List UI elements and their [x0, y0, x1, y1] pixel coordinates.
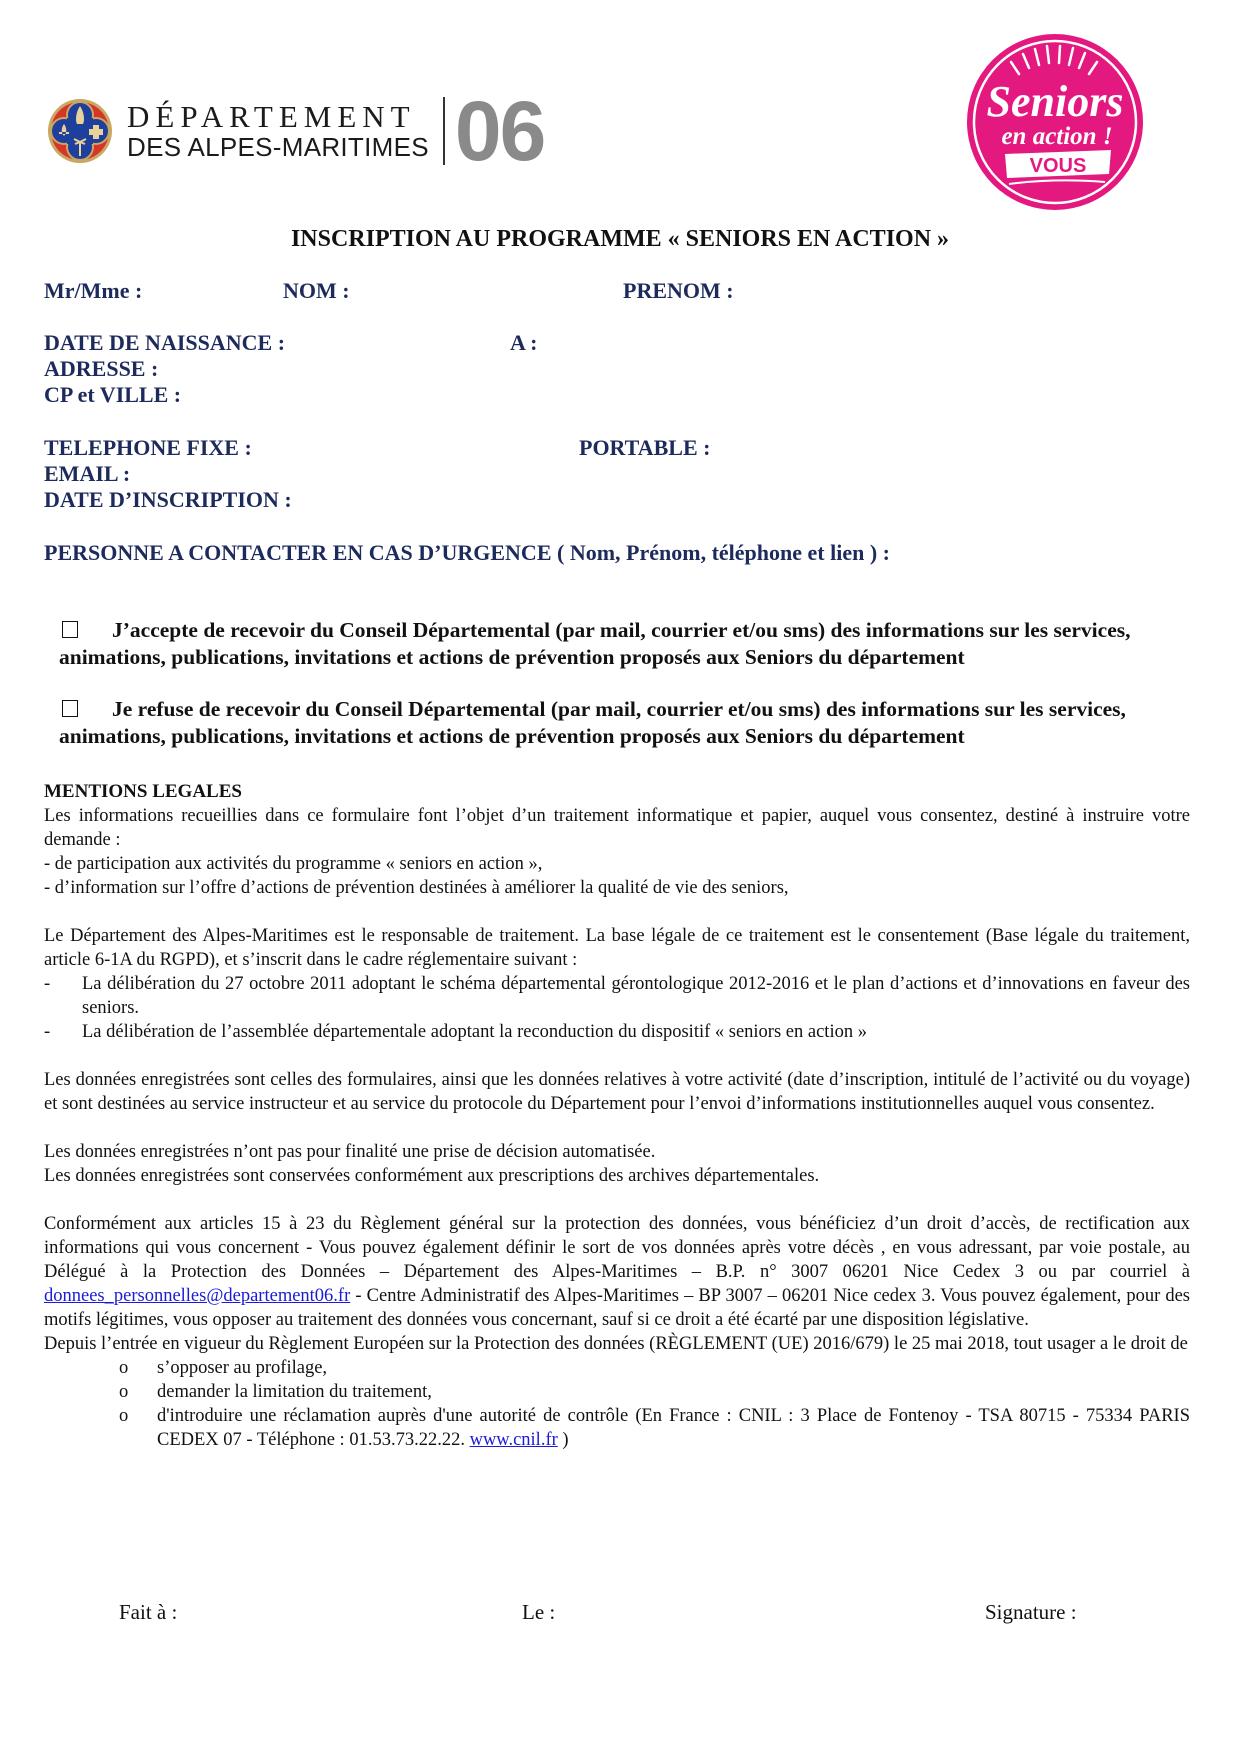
legal-donnees: Les données enregistrées sont celles des formulaires, ainsi que les données relatives à votre activité (date d’inscription, intitulé de l’activité ou du voyage) et sont destinées au service instructeur et au service du protocole du Département pour l’envoi d’informations institutionnelles auquel vous consentez.	[44, 1070, 1190, 1114]
signature-label: Signature :	[985, 1600, 1077, 1624]
seniors-logo-badge: VOUS	[1029, 155, 1087, 177]
seniors-logo-subtitle: en action !	[1001, 123, 1113, 150]
deliberation-item	[44, 1020, 1190, 1044]
cp-ville-label: CP et VILLE :	[44, 382, 182, 407]
legal-purpose: - d’information sur l’offre d’actions de prévention destinées à améliorer la qualité de vie des seniors,	[44, 878, 789, 898]
departement-name-line1: DÉPARTEMENT	[127, 98, 416, 134]
seniors-logo-word: Seniors	[986, 77, 1124, 126]
accept-checkbox[interactable]	[62, 621, 78, 638]
email-label: EMAIL :	[44, 461, 131, 486]
circle-bullet: o	[119, 1382, 129, 1402]
cnil-text: d'introduire une réclamation auprès d'une autorité de contrôle (En France : CNIL : 3 Place de Fontenoy - TSA 80715 - 75334 PARIS CEDEX 07 - Téléphone : 01.53.73.22.22.	[157, 1406, 1190, 1450]
legal-rights-text: Conformément aux articles 15 à 23 du Règlement général sur la protection des données, vous bénéficiez d’un droit d’accès, de rectification aux informations qui vous concernent - Vous pouvez également définir le sort de vos données après votre décès , en vous adressant, par voie postale, au Délégué à la Protection des Données – Département des Alpes-Maritimes – B.P. n° 3007 06201 Nice Cedex 3 ou par courriel à	[44, 1214, 1190, 1282]
date-label: Le :	[522, 1600, 556, 1624]
right-text: demander la limitation du traitement,	[157, 1382, 432, 1402]
prenom-label: PRENOM :	[623, 278, 734, 303]
right-item	[44, 1356, 1190, 1380]
deliberation-text: La délibération de l’assemblée départementale adoptant la reconduction du dispositif « seniors en action »	[82, 1022, 867, 1042]
dash-bullet: -	[44, 974, 51, 994]
legal-intro: Les informations recueillies dans ce formulaire font l’objet d’un traitement informatique et papier, auquel vous consentez, destiné à instruire votre demande :	[44, 806, 1190, 850]
consent-refuse	[59, 696, 1139, 750]
date-naissance-label: DATE DE NAISSANCE :	[44, 330, 286, 355]
cnil-link[interactable]: www.cnil.fr	[469, 1430, 558, 1450]
right-item	[44, 1404, 1190, 1452]
fait-a-label: Fait à :	[119, 1600, 178, 1624]
legal-purpose: - de participation aux activités du programme « seniors en action »,	[44, 854, 543, 874]
legal-conservation: Les données enregistrées sont conservées conformément aux prescriptions des archives départementales.	[44, 1166, 820, 1186]
deliberation-item	[44, 972, 1190, 1020]
departement-number: 06	[454, 84, 545, 178]
legal-rgpd: Depuis l’entrée en vigueur du Règlement Européen sur la Protection des données (RÈGLEMENT (UE) 2016/679) le 25 mai 2018, tout usager a le droit de	[44, 1334, 1188, 1354]
telephone-fixe-label: TELEPHONE FIXE :	[44, 435, 252, 460]
legal-rights	[44, 1212, 1190, 1332]
legal-decision: Les données enregistrées n’ont pas pour finalité une prise de décision automatisée.	[44, 1142, 656, 1162]
date-inscription-label: DATE D’INSCRIPTION :	[44, 487, 292, 512]
cnil-close: )	[557, 1430, 569, 1450]
page-title: INSCRIPTION AU PROGRAMME « SENIORS EN ACTION »	[290, 226, 950, 252]
deliberation-text: La délibération du 27 octobre 2011 adoptant le schéma départemental gérontologique 2012-2016 et le plan d’actions et d’innovations en faveur des seniors.	[82, 974, 1190, 1018]
portable-label: PORTABLE :	[579, 435, 711, 460]
circle-bullet: o	[119, 1358, 129, 1378]
adresse-label: ADRESSE :	[44, 356, 159, 381]
legal-heading: MENTIONS LEGALES	[44, 781, 242, 802]
civility-label: Mr/Mme :	[44, 278, 143, 303]
consent-refuse-text: Je refuse de recevoir du Conseil Départemental (par mail, courrier et/ou sms) des informations sur les services, animations, publications, invitations et actions de prévention proposés aux Seniors du département	[59, 697, 1126, 748]
right-text: s’opposer au profilage,	[157, 1358, 328, 1378]
lieu-naissance-label: A :	[510, 330, 538, 355]
departement-name-line2: DES ALPES-MARITIMES	[127, 131, 429, 162]
seniors-en-action-logo	[965, 32, 1145, 212]
dpo-email-link[interactable]: donnees_personnelles@departement06.fr	[44, 1286, 351, 1306]
departement-logo	[47, 84, 545, 178]
refuse-checkbox[interactable]	[62, 700, 78, 717]
logo-divider	[443, 97, 445, 165]
departement-name	[127, 98, 429, 162]
consent-accept	[59, 617, 1139, 671]
legal-mentions	[44, 780, 1190, 1452]
circle-bullet: o	[119, 1406, 129, 1426]
legal-responsable: Le Département des Alpes-Maritimes est le responsable de traitement. La base légale de ce traitement est le consentement (Base légale du traitement, article 6-1A du RGPD), et s’inscrit dans le cadre réglementaire suivant :	[44, 926, 1190, 970]
legal-rights-text-cont: - Centre Administratif des Alpes-Maritimes – BP 3007 – 06201 Nice cedex 3. Vous pouvez également, pour des motifs légitimes, vous opposer au traitement des données vous concernant, sauf si ce droit a été écarté par une disposition législative.	[44, 1286, 1190, 1330]
nom-label: NOM :	[283, 278, 350, 303]
right-item	[44, 1380, 1190, 1404]
dash-bullet: -	[44, 1022, 51, 1042]
consent-accept-text: J’accepte de recevoir du Conseil Départemental (par mail, courrier et/ou sms) des informations sur les services, animations, publications, invitations et actions de prévention proposés aux Seniors du département	[59, 618, 1131, 669]
contact-urgence-label: PERSONNE A CONTACTER EN CAS D’URGENCE ( Nom, Prénom, téléphone et lien ) :	[44, 540, 890, 565]
crest-icon	[47, 98, 113, 164]
